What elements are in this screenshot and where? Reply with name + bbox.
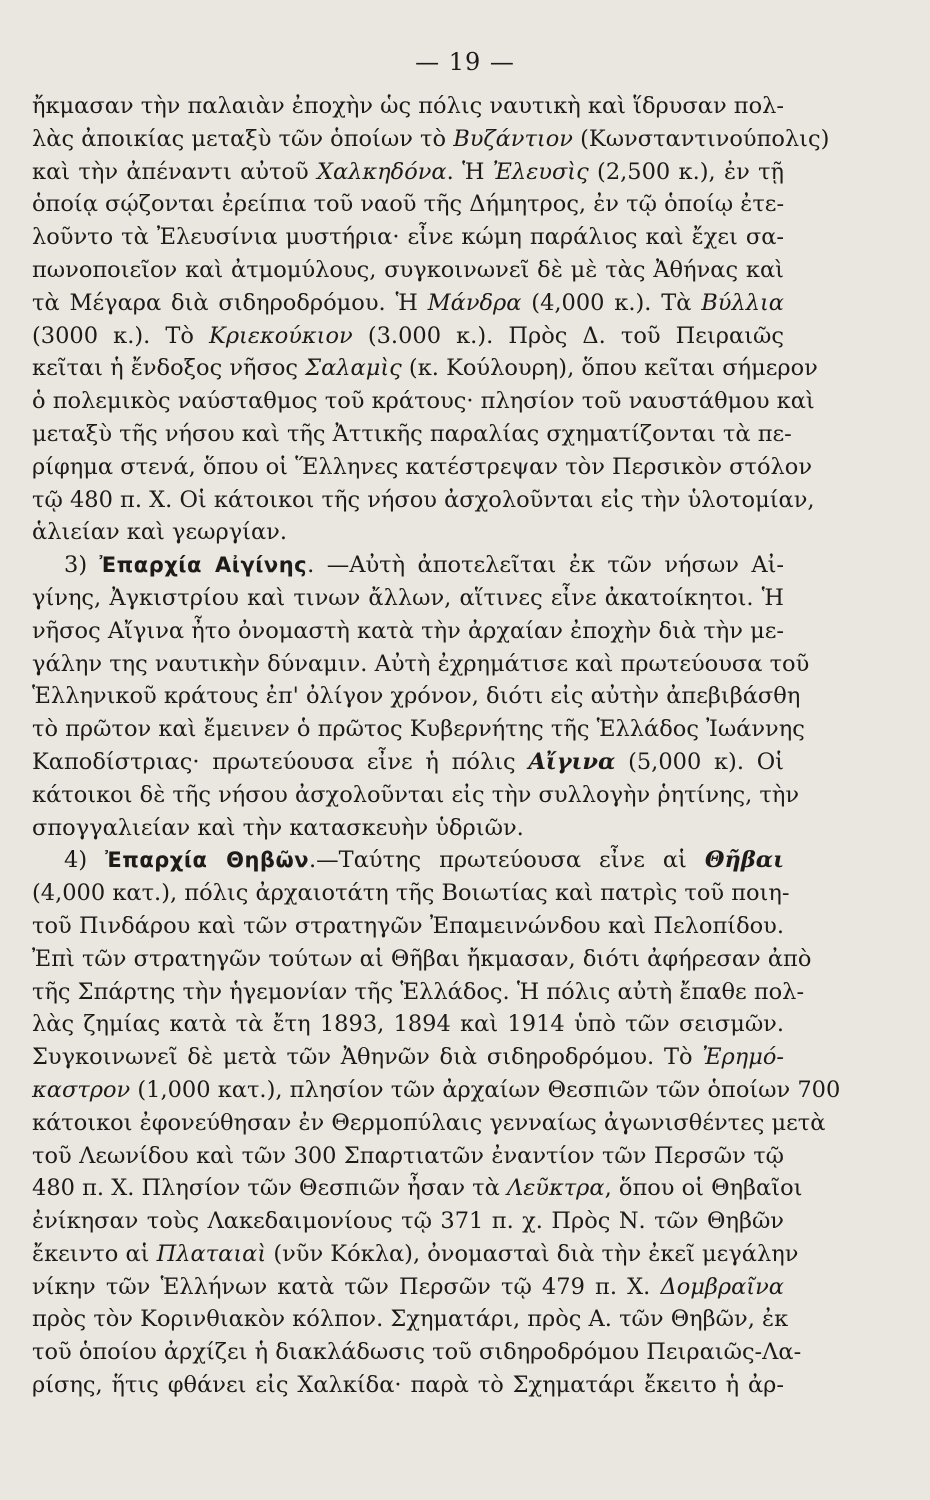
section-heading-line: 4) Ἐπαρχία Θηβῶν.—Ταύτης πρωτεύουσα εἶνε αἱ Θῆβαι: [64, 847, 784, 874]
text-line: ὁ πολεμικὸς ναύσταθμος τοῦ κράτους· πλησίον τοῦ ναυστάθμου καὶ: [32, 388, 815, 415]
place-name: Μάνδρα: [427, 289, 522, 316]
place-name: Δομβραῖνα: [660, 1273, 784, 1300]
text-line: Συγκοινωνεῖ δὲ μετὰ τῶν Ἀθηνῶν διὰ σιδηροδρόμου. Τὸ Ἐρημό-: [32, 1044, 784, 1071]
text-line: ἁλιείαν καὶ γεωργίαν.: [32, 519, 287, 546]
place-name: Αἴγινα: [528, 748, 616, 775]
text-line: σπογγαλιείαν καὶ τὴν κατασκευὴν ὑδριῶν.: [32, 814, 524, 841]
place-name: Κριεκούκιον: [209, 322, 353, 349]
text-line: ρίσης, ἥτις φθάνει εἰς Χαλκίδα· παρὰ τὸ Σχηματάρι ἔκειτο ἡ ἀρ-: [32, 1372, 784, 1399]
place-name: Πλαταιαὶ: [156, 1240, 267, 1267]
text-line: μεταξὺ τῆς νήσου καὶ τῆς Ἀττικῆς παραλίας σχηματίζονται τὰ πε-: [32, 420, 792, 447]
section-heading-line: 3) Ἐπαρχία Αἰγίνης. —Αὐτὴ ἀποτελεῖται ἐκ τῶν νήσων Αἰ-: [64, 552, 784, 579]
text-line: Ἐπὶ τῶν στρατηγῶν τούτων αἱ Θῆβαι ἤκμασαν, διότι ἀφήρεσαν ἀπὸ: [32, 945, 812, 972]
text-line: γίνης, Ἀγκιστρίου καὶ τινων ἄλλων, αἵτινες εἶνε ἀκατοίκητοι. Ἡ: [32, 584, 784, 611]
page-number: — 19 —: [415, 48, 515, 76]
text-line: τὰ Μέγαρα διὰ σιδηροδρόμου. Ἡ Μάνδρα (4,000 κ.). Τὰ Βύλλια: [32, 289, 784, 316]
place-name: καστρον: [32, 1076, 131, 1103]
place-name: Λεῦκτρα: [506, 1175, 605, 1202]
text-line: κάτοικοι δὲ τῆς νήσου ἀσχολοῦνται εἰς τὴν συλλογὴν ῥητίνης, τὴν: [32, 781, 800, 808]
text-line: ὁποίᾳ σῴζονται ἐρείπια τοῦ ναοῦ τῆς Δήμητρος, ἐν τῷ ὁποίῳ ἐτε-: [32, 191, 785, 218]
text-line: καὶ τὴν ἀπέναντι αὐτοῦ Χαλκηδόνα. Ἡ Ἐλευσὶς (2,500 κ.), ἐν τῇ: [32, 158, 785, 185]
text-line: ἐνίκησαν τοὺς Λακεδαιμονίους τῷ 371 π. χ. Πρὸς Ν. τῶν Θηβῶν: [32, 1208, 784, 1235]
place-name: Σαλαμὶς: [305, 355, 402, 382]
text-line: τοῦ Πινδάρου καὶ τῶν στρατηγῶν Ἐπαμεινώνδου καὶ Πελοπίδου.: [32, 912, 784, 939]
text-line: γάλην της ναυτικὴν δύναμιν. Αὐτὴ ἐχρημάτισε καὶ πρωτεύουσα τοῦ: [32, 650, 810, 677]
text-line: καστρον (1,000 κατ.), πλησίον τῶν ἀρχαίων Θεσπιῶν τῶν ὁποίων 700: [32, 1076, 841, 1103]
text-line: τὸ πρῶτον καὶ ἔμεινεν ὁ πρῶτος Κυβερνήτης τῆς Ἑλλάδος Ἰωάννης: [32, 716, 805, 743]
place-name: Χαλκηδόνα: [316, 158, 447, 185]
text-line: λοῦντο τὰ Ἐλευσίνια μυστήρια· εἶνε κώμη παράλιος καὶ ἔχει σα-: [32, 224, 784, 251]
text-line: τῆς Σπάρτης τὴν ἡγεμονίαν τῆς Ἑλλάδος. Ἡ πόλις αὐτὴ ἔπαθε πολ-: [32, 978, 805, 1005]
section-heading: Ἐπαρχία Θηβῶν: [105, 848, 310, 873]
text-line: (4,000 κατ.), πόλις ἀρχαιοτάτη τῆς Βοιωτίας καὶ πατρὶς τοῦ ποιη-: [32, 880, 790, 907]
text-line: 480 π. Χ. Πλησίον τῶν Θεσπιῶν ἦσαν τὰ Λεῦκτρα, ὅπου οἱ Θηβαῖοι: [32, 1175, 803, 1202]
text-line: λὰς ἀποικίας μεταξὺ τῶν ὁποίων τὸ Βυζάντιον (Κωνσταντινούπολις): [32, 125, 830, 152]
place-name: Θῆβαι: [704, 847, 784, 874]
text-line: (3000 κ.). Τὸ Κριεκούκιον (3.000 κ.). Πρὸς Δ. τοῦ Πειραιῶς: [32, 322, 784, 349]
place-name: Ἐλευσὶς: [492, 158, 589, 185]
text-line: πωνοποιεῖον καὶ ἀτμομύλους, συγκοινωνεῖ δὲ μὲ τὰς Ἀθήνας καὶ: [32, 256, 784, 283]
text-line: ρίφημα στενά, ὅπου οἱ Ἕλληνες κατέστρεψαν τὸν Περσικὸν στόλον: [32, 453, 812, 480]
text-line: λὰς ζημίας κατὰ τὰ ἔτη 1893, 1894 καὶ 1914 ὑπὸ τῶν σεισμῶν.: [32, 1011, 784, 1038]
text-line: τοῦ ὁποίου ἀρχίζει ἡ διακλάδωσις τοῦ σιδηροδρόμου Πειραιῶς-Λα-: [32, 1339, 802, 1366]
text-line: τοῦ Λεωνίδου καὶ τῶν 300 Σπαρτιατῶν ἐναντίον τῶν Περσῶν τῷ: [32, 1142, 784, 1169]
text-line: ἔκειντο αἱ Πλαταιαὶ (νῦν Κόκλα), ὀνομασταὶ διὰ τὴν ἐκεῖ μεγάλην: [32, 1240, 799, 1267]
text-line: κάτοικοι ἐφονεύθησαν ἐν Θερμοπύλαις γενναίως ἀγωνισθέντες μετὰ: [32, 1109, 826, 1136]
place-name: Ἐρημό-: [702, 1044, 784, 1071]
text-line: Ἑλληνικοῦ κράτους ἐπ' ὀλίγον χρόνον, διότι εἰς αὐτὴν ἀπεβιβάσθη: [32, 683, 801, 710]
text-line: νῆσος Αἴγινα ἦτο ὀνομαστὴ κατὰ τὴν ἀρχαίαν ἐποχὴν διὰ τὴν με-: [32, 617, 784, 644]
place-name: Βυζάντιον: [453, 125, 573, 152]
text-line: Καποδίστριας· πρωτεύουσα εἶνε ἡ πόλις Αἴγινα (5,000 κ). Οἱ: [32, 748, 784, 775]
text-line: κεῖται ἡ ἔνδοξος νῆσος Σαλαμὶς (κ. Κούλουρη), ὅπου κεῖται σήμερον: [32, 355, 818, 382]
text-line: ἤκμασαν τὴν παλαιὰν ἐποχὴν ὡς πόλις ναυτικὴ καὶ ἵδρυσαν πολ-: [32, 93, 785, 119]
body-text: [32, 90, 841, 1402]
section-heading: Ἐπαρχία Αἰγίνης: [99, 553, 308, 578]
text-line: νίκην τῶν Ἑλλήνων κατὰ τῶν Περσῶν τῷ 479 π. Χ. Δομβραῖνα: [32, 1273, 784, 1300]
text-line: πρὸς τὸν Κορινθιακὸν κόλπον. Σχηματάρι, πρὸς Α. τῶν Θηβῶν, ἐκ: [32, 1306, 789, 1333]
text-line: τῷ 480 π. Χ. Οἱ κάτοικοι τῆς νήσου ἀσχολοῦνται εἰς τὴν ὑλοτομίαν,: [32, 486, 815, 513]
place-name: Βύλλια: [701, 289, 784, 316]
